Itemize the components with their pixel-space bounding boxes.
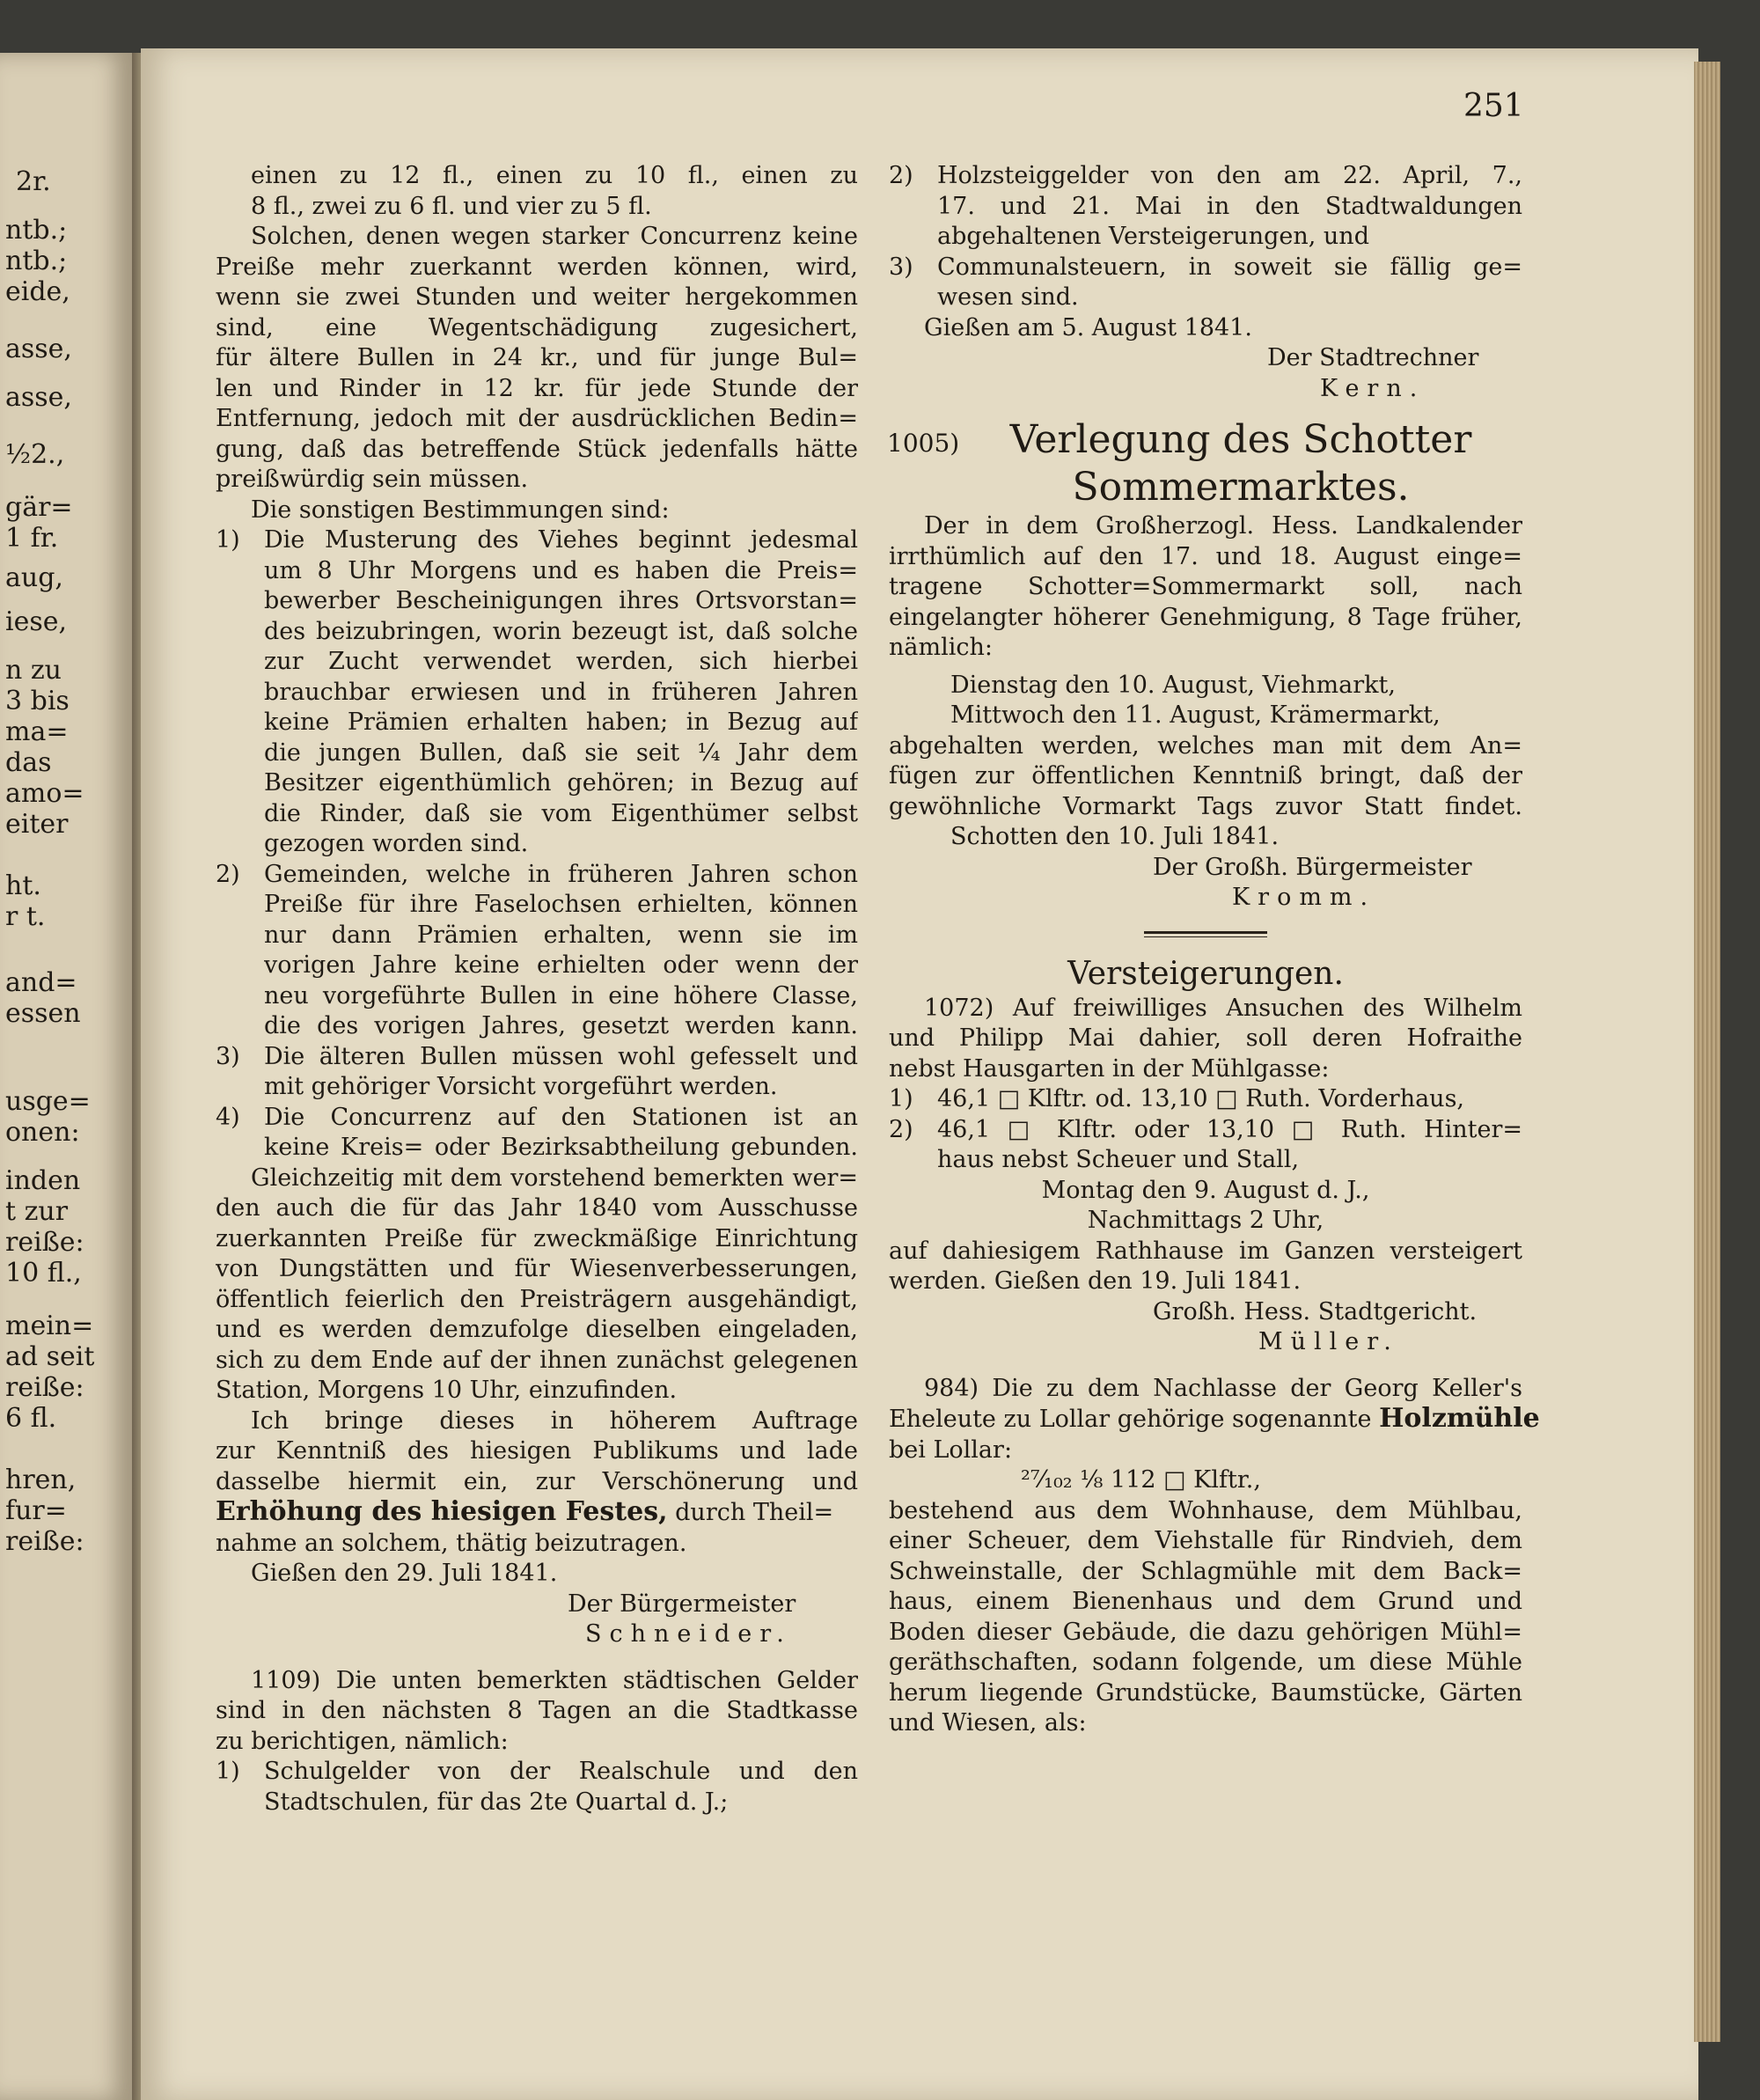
text-line: Communalsteuern, in soweit sie fällig ge= bbox=[937, 253, 1522, 281]
text-line: gewöhnliche Vormarkt Tags zuvor Statt findet. bbox=[889, 792, 1522, 820]
text-line: nämlich: bbox=[889, 634, 993, 661]
text-line: eingelangter höherer Genehmigung, 8 Tage früher, bbox=[889, 603, 1522, 631]
text-line: geräthschaften, sodann folgende, um diese Mühle bbox=[889, 1648, 1522, 1676]
text-line: zu berichtigen, nämlich: bbox=[216, 1727, 509, 1755]
right-column bbox=[887, 161, 1540, 1739]
text-line: den auch die für das Jahr 1840 vom Ausschusse bbox=[216, 1194, 858, 1222]
item-text bbox=[264, 860, 858, 1042]
emphasis-text: Erhöhung des hiesigen Festes, bbox=[216, 1496, 668, 1527]
rule-item-2 bbox=[216, 860, 858, 1042]
margin-fragment: amo= bbox=[5, 778, 84, 809]
text-line: Stadtschulen, für das 2te Quartal d. J.; bbox=[264, 1788, 729, 1816]
text-line: haus nebst Scheuer und Stall, bbox=[937, 1146, 1300, 1173]
margin-fragment: r t. bbox=[5, 901, 46, 932]
item-number: 2) bbox=[889, 1115, 913, 1143]
signature-name: Schneider. bbox=[585, 1620, 792, 1648]
margin-fragment: 2r. bbox=[16, 166, 51, 197]
property-item-2 bbox=[889, 1115, 1522, 1176]
margin-fragment: essen bbox=[5, 998, 81, 1029]
text-line: einer Scheuer, dem Viehstalle für Rindvieh, dem bbox=[889, 1527, 1522, 1554]
item-text bbox=[937, 1115, 1522, 1176]
signature-name: Müller. bbox=[1258, 1328, 1399, 1355]
item-number: 2) bbox=[889, 162, 913, 189]
text-line: die des vorigen Jahres, gesetzt werden kann. bbox=[264, 1012, 858, 1039]
section-divider bbox=[1144, 931, 1267, 937]
text-line bbox=[216, 1497, 858, 1529]
text-line: Die Musterung des Viehes beginnt jedesmal bbox=[264, 526, 858, 554]
margin-fragment: asse, bbox=[5, 334, 72, 364]
notice-number: 1005) bbox=[887, 429, 960, 458]
margin-fragment: inden bbox=[5, 1165, 81, 1196]
text-line: Gleichzeitig mit dem vorstehend bemerkten wer= bbox=[251, 1164, 858, 1192]
text-line: und es werden demzufolge dieselben eingeladen, bbox=[216, 1316, 858, 1343]
signature-name: Kromm. bbox=[1232, 884, 1376, 911]
margin-fragment: onen: bbox=[5, 1117, 80, 1148]
text-fragment: durch Theil= bbox=[667, 1499, 834, 1526]
margin-fragment: ma= bbox=[5, 716, 69, 747]
margin-fragment: fur= bbox=[5, 1495, 67, 1526]
margin-fragment: reiße: bbox=[5, 1372, 84, 1403]
auction-date: Montag den 9. August d. J., bbox=[1041, 1176, 1370, 1204]
property-item-1 bbox=[889, 1084, 1522, 1115]
text-line: vorigen Jahre keine erhielten oder wenn der bbox=[264, 951, 858, 979]
text-line: Die sonstigen Bestimmungen sind: bbox=[251, 496, 670, 524]
rule-item-3 bbox=[216, 1042, 858, 1103]
signature-title: Der Bürgermeister bbox=[568, 1590, 796, 1618]
text-line: 1109) Die unten bemerkten städtischen Gelder bbox=[251, 1666, 858, 1694]
text-line: Preiße mehr zuerkannt werden können, wird, bbox=[216, 253, 858, 281]
text-line: tragene Schotter=Sommermarkt soll, nach bbox=[889, 573, 1522, 600]
text-line: gezogen worden sind. bbox=[264, 830, 529, 857]
text-line: 46,1 □ Klftr. oder 13,10 □ Ruth. Hinter= bbox=[937, 1115, 1522, 1143]
text-line: die Rinder, daß sie vom Eigenthümer selbst bbox=[264, 799, 858, 827]
text-line: 46,1 □ Klftr. od. 13,10 □ Ruth. Vorderhaus, bbox=[937, 1085, 1465, 1112]
date-line: Gießen den 29. Juli 1841. bbox=[251, 1560, 558, 1587]
item-text bbox=[937, 253, 1522, 313]
page-edge bbox=[1694, 62, 1720, 2042]
text-line: bestehend aus dem Wohnhause, dem Mühlbau, bbox=[889, 1496, 1522, 1524]
item-text bbox=[264, 1757, 858, 1817]
margin-fragment: eiter bbox=[5, 809, 69, 840]
margin-fragment: mein= bbox=[5, 1311, 94, 1341]
text-line: Schulgelder von der Realschule und den bbox=[264, 1758, 858, 1785]
text-line: 17. und 21. Mai in den Stadtwaldungen bbox=[937, 192, 1522, 220]
emphasis-text: Holzmühle bbox=[1379, 1403, 1540, 1434]
text-line: für ältere Bullen in 24 kr., und für junge Bul= bbox=[216, 344, 858, 371]
text-line: fügen zur öffentlichen Kenntniß bringt, daß der bbox=[889, 762, 1522, 789]
area-line: ²⁷⁄₁₀₂ ⅛ 112 □ Klftr., bbox=[1021, 1466, 1261, 1494]
text-line: Ich bringe dieses in höherem Auftrage bbox=[251, 1406, 858, 1435]
margin-fragment: 6 fl. bbox=[5, 1403, 57, 1434]
notice-1005-title bbox=[889, 416, 1522, 511]
text-line: brauchbar erwiesen und in früheren Jahren bbox=[264, 678, 858, 706]
text-line: werden. Gießen den 19. Juli 1841. bbox=[889, 1267, 1302, 1295]
text-line: 984) Die zu dem Nachlasse der Georg Keller's bbox=[924, 1374, 1522, 1402]
item-text bbox=[264, 1103, 858, 1164]
spacer bbox=[889, 664, 1522, 671]
text-line: zur Kenntniß des hiesigen Publikums und lade bbox=[216, 1437, 858, 1465]
item-number: 3) bbox=[889, 253, 913, 281]
text-line: die jungen Bullen, daß sie seit ¼ Jahr dem bbox=[264, 738, 858, 767]
item-text bbox=[264, 1042, 858, 1103]
text-line: Entfernung, jedoch mit der ausdrücklichen Bedin= bbox=[216, 405, 858, 432]
margin-fragment: ht. bbox=[5, 870, 41, 901]
signature-name: Kern. bbox=[1320, 374, 1426, 402]
margin-fragment: 3 bis bbox=[5, 686, 70, 716]
margin-fragment: reiße: bbox=[5, 1526, 84, 1557]
text-line: und Philipp Mai dahier, soll deren Hofraithe bbox=[889, 1024, 1522, 1052]
text-line: abgehalten werden, welches man mit dem An= bbox=[889, 731, 1522, 760]
text-line: sind, eine Wegentschädigung zugesichert, bbox=[216, 313, 858, 341]
item-text bbox=[264, 525, 858, 860]
signature-title: Der Großh. Bürgermeister bbox=[1153, 853, 1472, 881]
rule-item-1 bbox=[216, 525, 858, 860]
margin-fragment: iese, bbox=[5, 606, 68, 637]
text-line: keine Kreis= oder Bezirksabtheilung gebunden. bbox=[264, 1134, 858, 1161]
signature-title: Der Stadtrechner bbox=[1267, 344, 1479, 371]
margin-fragment: 10 fl., bbox=[5, 1258, 82, 1289]
text-line: Gemeinden, welche in früheren Jahren schon bbox=[264, 860, 858, 888]
margin-fragment: gär= bbox=[5, 492, 73, 523]
margin-fragment: das bbox=[5, 747, 52, 778]
item-number: 4) bbox=[216, 1103, 240, 1131]
item-text bbox=[937, 1084, 1522, 1115]
text-line: Besitzer eigenthümlich gehören; in Bezug auf bbox=[264, 769, 858, 797]
margin-fragment: reiße: bbox=[5, 1227, 84, 1258]
text-line: wesen sind. bbox=[937, 283, 1079, 311]
page-number: 251 bbox=[1463, 88, 1524, 124]
date-line: Gießen am 5. August 1841. bbox=[924, 313, 1252, 341]
text-line: bei Lollar: bbox=[889, 1435, 1013, 1464]
market-date: Mittwoch den 11. August, Krämermarkt, bbox=[950, 701, 1441, 729]
text-line: nebst Hausgarten in der Mühlgasse: bbox=[889, 1054, 1330, 1083]
text-line: Holzsteiggelder von den am 22. April, 7., bbox=[937, 162, 1522, 189]
auction-time: Nachmittags 2 Uhr, bbox=[1087, 1207, 1324, 1234]
text-line: nahme an solchem, thätig beizutragen. bbox=[216, 1529, 687, 1557]
margin-fragment: and= bbox=[5, 967, 77, 998]
text-line: haus, einem Bienenhaus und dem Grund und bbox=[889, 1588, 1522, 1615]
item-number: 1) bbox=[889, 1085, 913, 1112]
text-line: zuerkannten Preiße für zweckmäßige Einrichtung bbox=[216, 1224, 858, 1252]
item-number: 1) bbox=[216, 526, 240, 554]
notice-title: Verlegung des Schotter bbox=[1009, 417, 1472, 462]
text-line: mit gehöriger Vorsicht vorgeführt werden. bbox=[264, 1073, 778, 1100]
text-line: Der in dem Großherzogl. Hess. Landkalender bbox=[924, 512, 1522, 540]
market-date: Dienstag den 10. August, Viehmarkt, bbox=[950, 671, 1396, 699]
text-line: bewerber Bescheinigungen ihres Ortsvorstan= bbox=[264, 587, 858, 614]
signature-title: Großh. Hess. Stadtgericht. bbox=[1153, 1297, 1478, 1325]
item-number: 3) bbox=[216, 1042, 240, 1070]
payment-item-3 bbox=[889, 253, 1522, 313]
text-line: und Wiesen, als: bbox=[889, 1709, 1087, 1737]
margin-fragment: n zu bbox=[5, 655, 62, 686]
margin-fragment: ntb.; bbox=[5, 215, 68, 246]
margin-fragment: ½2., bbox=[5, 439, 65, 470]
text-line: gung, daß das betreffende Stück jedenfalls hätte bbox=[216, 435, 858, 463]
text-line: Station, Morgens 10 Uhr, einzufinden. bbox=[216, 1377, 678, 1404]
margin-fragment: eide, bbox=[5, 276, 70, 307]
text-line: einen zu 12 fl., einen zu 10 fl., einen zu bbox=[251, 162, 858, 189]
text-line: Boden dieser Gebäude, die dazu gehörigen Mühl= bbox=[889, 1618, 1522, 1646]
text-line: sich zu dem Ende auf der ihnen zunächst gelegenen bbox=[216, 1346, 858, 1374]
text-line: auf dahiesigem Rathhause im Ganzen versteigert bbox=[889, 1237, 1522, 1265]
margin-fragment: hren, bbox=[5, 1465, 77, 1495]
spacer bbox=[216, 1650, 858, 1666]
margin-fragment: 1 fr. bbox=[5, 523, 59, 554]
text-line: herum liegende Grundstücke, Baumstücke, Gärten bbox=[889, 1678, 1522, 1707]
text-line: abgehaltenen Versteigerungen, und bbox=[937, 223, 1369, 250]
text-line: Die älteren Bullen müssen wohl gefesselt und bbox=[264, 1042, 858, 1070]
margin-fragment: asse, bbox=[5, 382, 72, 413]
text-line: um 8 Uhr Morgens und es haben die Preis= bbox=[264, 556, 858, 584]
text-line: von Dungstätten und für Wiesenverbesserungen, bbox=[216, 1255, 858, 1282]
text-line: nur dann Prämien erhalten, wenn sie im bbox=[264, 921, 858, 949]
payment-item-2 bbox=[889, 161, 1522, 253]
text-line: neu vorgeführte Bullen in eine höhere Classe, bbox=[264, 981, 858, 1010]
text-line: des beizubringen, worin bezeugt ist, daß solche bbox=[264, 617, 858, 645]
text-line: keine Prämien erhalten haben; in Bezug auf bbox=[264, 709, 858, 736]
text-line: Die Concurrenz auf den Stationen ist an bbox=[264, 1103, 858, 1131]
date-line: Schotten den 10. Juli 1841. bbox=[950, 823, 1280, 850]
margin-fragment: aug, bbox=[5, 562, 63, 593]
section-heading: Versteigerungen. bbox=[1067, 955, 1344, 992]
text-fragment: Eheleute zu Lollar gehörige sogenannte bbox=[889, 1406, 1380, 1433]
text-line: wenn sie zwei Stunden und weiter hergekommen bbox=[216, 283, 858, 311]
text-line: Schweinstalle, der Schlagmühle mit dem Back= bbox=[889, 1557, 1522, 1585]
text-line: len und Rinder in 12 kr. für jede Stunde der bbox=[216, 374, 858, 402]
text-line: Solchen, denen wegen starker Concurrenz keine bbox=[251, 223, 858, 250]
text-line: 8 fl., zwei zu 6 fl. und vier zu 5 fl. bbox=[251, 192, 652, 220]
margin-fragment: ntb.; bbox=[5, 246, 68, 276]
item-text bbox=[937, 161, 1522, 253]
rule-item-4 bbox=[216, 1103, 858, 1164]
text-line: preißwürdig sein müssen. bbox=[216, 466, 529, 493]
text-line bbox=[889, 1403, 1540, 1435]
spacer bbox=[889, 1358, 1522, 1374]
left-column bbox=[216, 161, 858, 1817]
margin-fragment: ad seit bbox=[5, 1341, 95, 1372]
text-line: sind in den nächsten 8 Tagen an die Stadtkasse bbox=[216, 1697, 858, 1724]
margin-fragment: usge= bbox=[5, 1086, 91, 1117]
text-line: 1072) Auf freiwilliges Ansuchen des Wilhelm bbox=[924, 994, 1522, 1022]
text-line: dasselbe hiermit ein, zur Verschönerung und bbox=[216, 1467, 858, 1495]
notice-title: Sommermarktes. bbox=[1072, 465, 1410, 510]
text-line: irrthümlich auf den 17. und 18. August einge= bbox=[889, 542, 1522, 570]
text-line: öffentlich feierlich den Preisträgern ausgehändigt, bbox=[216, 1285, 858, 1313]
margin-fragment: t zur bbox=[5, 1196, 69, 1227]
payment-item-1 bbox=[216, 1757, 858, 1817]
item-number: 2) bbox=[216, 860, 240, 888]
item-number: 1) bbox=[216, 1758, 240, 1785]
left-page-fragment bbox=[0, 53, 132, 2100]
text-line: Preiße für ihre Faselochsen erhielten, können bbox=[264, 891, 858, 918]
text-line: zur Zucht verwendet werden, sich hierbei bbox=[264, 648, 858, 675]
